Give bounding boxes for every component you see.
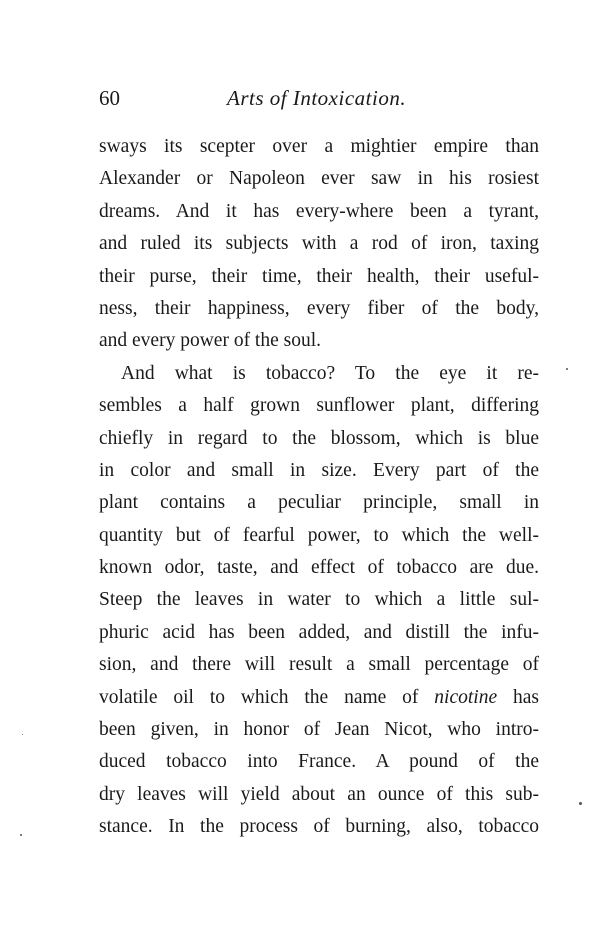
text-line: duced tobacco into France. A pound of the xyxy=(99,751,539,773)
text-line: And what is tobacco? To the eye it re- xyxy=(121,362,539,384)
text-line: and ruled its subjects with a rod of iron, taxing xyxy=(99,233,539,255)
text-line: stance. In the process of burning, also, tobacco xyxy=(99,816,539,838)
scan-speck xyxy=(22,734,23,735)
text-line: sion, and there will result a small percentage of xyxy=(99,654,539,676)
scan-speck xyxy=(566,368,568,370)
text-line-with-emphasis xyxy=(99,682,539,714)
page-number: 60 xyxy=(99,86,120,110)
text-line: sways its scepter over a mightier empire than xyxy=(99,136,539,157)
text-line: sembles a half grown sunflower plant, differing xyxy=(99,395,539,417)
text-line: chiefly in regard to the blossom, which is blue xyxy=(99,427,539,449)
text-line: been given, in honor of Jean Nicot, who intro- xyxy=(99,719,539,741)
text-line: known odor, taste, and effect of tobacco are due. xyxy=(99,557,539,579)
emphasis-term: nicotine xyxy=(434,686,498,708)
text-line: Steep the leaves in water to which a little sul- xyxy=(99,589,539,611)
text-line: and every power of the soul. xyxy=(99,330,322,352)
text-line: dreams. And it has every-where been a tyrant, xyxy=(99,200,539,222)
text-line: phuric acid has been added, and distill the infu- xyxy=(99,621,539,643)
text-line: plant contains a peculiar principle, small in xyxy=(99,492,539,514)
running-head xyxy=(99,86,539,114)
text-line: ness, their happiness, every fiber of the body, xyxy=(99,297,539,319)
body-text xyxy=(99,131,539,844)
text-line: dry leaves will yield about an ounce of this sub- xyxy=(99,783,539,805)
scan-speck xyxy=(20,834,22,836)
scan-speck xyxy=(579,802,582,805)
text-run: volatile oil to which the name of xyxy=(99,686,435,708)
running-title: Arts of Intoxication. xyxy=(227,86,407,110)
text-run: has xyxy=(497,686,539,708)
text-line: Alexander or Napoleon ever saw in his rosiest xyxy=(99,168,539,190)
text-line: their purse, their time, their health, their useful- xyxy=(99,265,539,287)
text-line: in color and small in size. Every part of the xyxy=(99,459,539,481)
text-line: quantity but of fearful power, to which the well- xyxy=(99,524,539,546)
